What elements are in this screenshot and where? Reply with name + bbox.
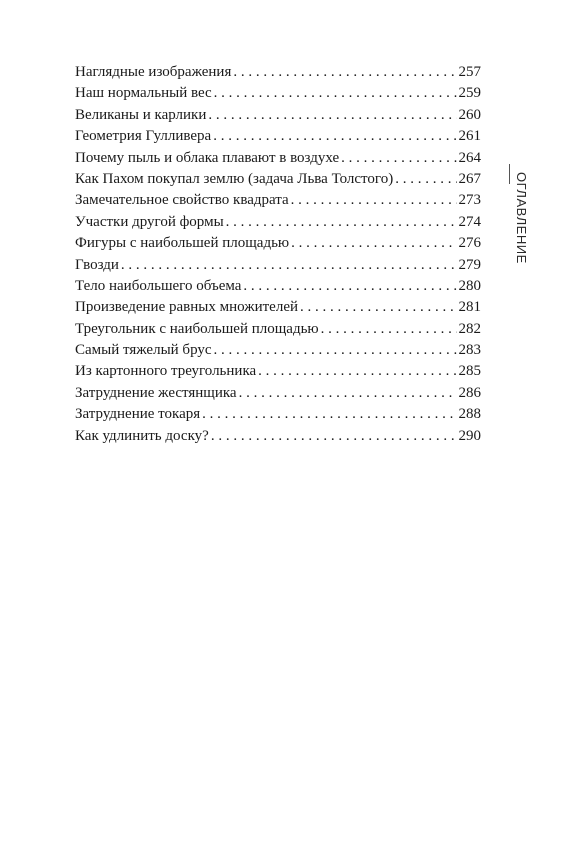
dot-leader [291, 233, 456, 254]
dot-leader [226, 212, 457, 233]
dot-leader [239, 383, 457, 404]
toc-entry [75, 276, 481, 297]
toc-entry-page: 276 [458, 235, 481, 252]
toc-entry [75, 319, 481, 340]
dot-leader [300, 297, 456, 318]
toc-entry [75, 105, 481, 126]
toc-entry [75, 62, 481, 83]
toc-entry-page: 286 [458, 384, 481, 401]
dot-leader [233, 62, 456, 83]
toc-entry-page: 267 [458, 170, 481, 187]
toc-entry [75, 404, 481, 425]
dot-leader [202, 404, 456, 425]
toc-entry-title: Как удлинить доску? [75, 427, 209, 444]
toc-entry [75, 233, 481, 254]
dot-leader [213, 126, 456, 147]
toc-entry-page: 274 [458, 213, 481, 230]
toc-entry-page: 280 [458, 277, 481, 294]
toc-entry-title: Самый тяжелый брус [75, 342, 212, 359]
toc-entry [75, 255, 481, 276]
toc-entry-page: 257 [458, 64, 481, 80]
toc-entry-page: 283 [458, 342, 481, 359]
toc-entry-title: Почему пыль и облака плавают в воздухе [75, 149, 340, 166]
toc-entry-page: 290 [458, 427, 481, 444]
side-divider [509, 164, 510, 184]
toc-entry [75, 426, 481, 447]
toc-entry-title: Великаны и карлики [75, 106, 207, 123]
toc-entry [75, 212, 481, 233]
toc-entry-page: 282 [458, 320, 481, 337]
toc-entry [75, 83, 481, 104]
toc-entry-title: Гвозди [75, 256, 119, 273]
toc-entry-page: 264 [458, 149, 481, 166]
toc-entry-title: Треугольник с наибольшей площадью [75, 320, 319, 337]
toc-entry-title: Геометрия Гулливера [75, 128, 212, 145]
toc-entry-title: Затруднение токаря [75, 406, 201, 423]
toc-entry-title: Произведение равных множителей [75, 299, 299, 316]
dot-leader [211, 426, 457, 447]
toc-entry-title: Фигуры с наибольшей площадью [75, 235, 290, 252]
toc-entry-title: Наглядные изображения [75, 64, 232, 80]
toc-entry [75, 361, 481, 382]
toc-entry-page: 273 [458, 192, 481, 209]
toc-entry-page: 259 [458, 85, 481, 102]
dot-leader [341, 148, 456, 169]
toc-entry-title: Участки другой формы [75, 213, 224, 230]
toc-entry [75, 169, 481, 190]
toc-entry-title: Замечательное свойство квадрата [75, 192, 289, 209]
toc-entry [75, 297, 481, 318]
toc-entry [75, 190, 481, 211]
dot-leader [214, 340, 457, 361]
toc-entry [75, 383, 481, 404]
toc-entry-title: Наш нормальный вес [75, 85, 212, 102]
dot-leader [258, 361, 456, 382]
toc-entry-title: Затруднение жестянщика [75, 384, 237, 401]
dot-leader [214, 83, 457, 104]
dot-leader [208, 105, 456, 126]
toc-entry-title: Из картонного треугольника [75, 363, 257, 380]
toc-entry [75, 126, 481, 147]
toc-entry-page: 285 [458, 363, 481, 380]
toc-entry-page: 260 [458, 106, 481, 123]
dot-leader [291, 190, 457, 211]
dot-leader [321, 319, 457, 340]
toc-entry [75, 148, 481, 169]
section-label: ОГЛАВЛЕНИЕ [514, 172, 529, 264]
toc-entry-page: 281 [458, 299, 481, 316]
toc-entry-page: 261 [458, 128, 481, 145]
dot-leader [243, 276, 456, 297]
table-of-contents [75, 62, 481, 447]
toc-entry [75, 340, 481, 361]
toc-entry-page: 288 [458, 406, 481, 423]
dot-leader [121, 255, 457, 276]
toc-entry-title: Как Пахом покупал землю (задача Льва Толстого) [75, 170, 394, 187]
dot-leader [395, 169, 456, 190]
toc-entry-page: 279 [458, 256, 481, 273]
toc-entry-title: Тело наибольшего объема [75, 277, 242, 294]
